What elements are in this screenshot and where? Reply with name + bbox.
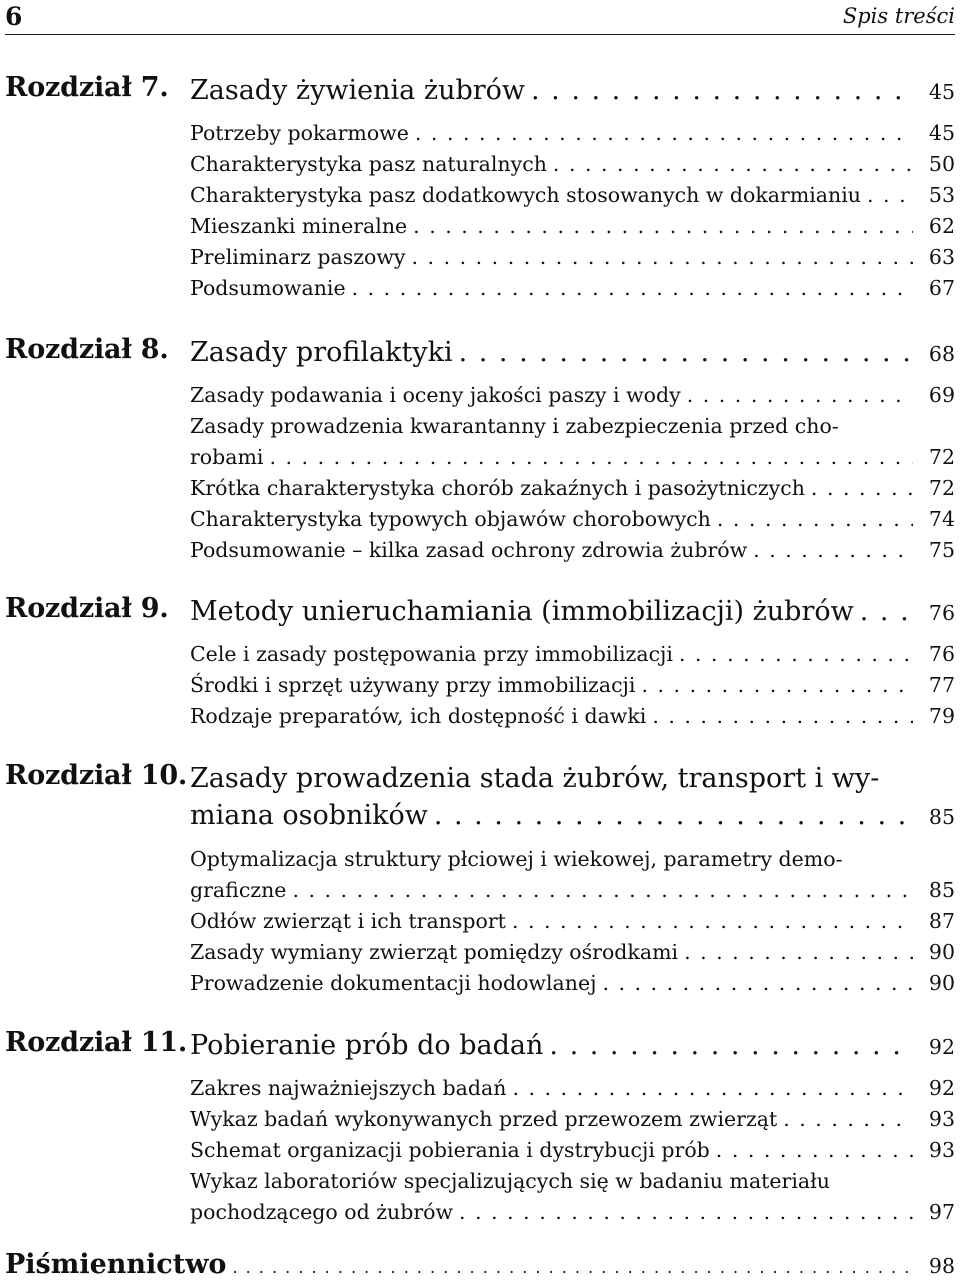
toc-entry[interactable]: Charakterystyka pasz naturalnych . . . 50 [190, 149, 955, 180]
dot-leader [412, 242, 913, 273]
dot-leader [679, 639, 913, 670]
page-ref: 93 [928, 1107, 955, 1131]
dot-leader [434, 797, 913, 834]
dot-leader [413, 211, 913, 242]
page-number: 6 [5, 2, 23, 31]
page-ref: 68 [928, 342, 955, 366]
dot-leader [232, 1258, 912, 1277]
page-ref: 45 [928, 121, 955, 145]
section-list [190, 380, 955, 566]
chapter-label: Rozdział 10. [5, 760, 188, 791]
toc-entry[interactable]: Charakterystyka pasz dodatkowych stosowanych w dokarmianiu . . . 53 [190, 180, 955, 211]
dot-leader [783, 1104, 913, 1135]
toc-entry[interactable]: Wykaz laboratoriów specjalizujących się w badaniu materiału pochodzącego od żubrów . . . 97 [190, 1166, 955, 1228]
toc-entry[interactable]: Mieszanki mineralne . . . 62 [190, 211, 955, 242]
chapter-label: Rozdział 9. [5, 593, 169, 624]
dot-leader [641, 670, 912, 701]
page-ref: 77 [928, 673, 955, 697]
dot-leader [553, 149, 913, 180]
chapter-label: Rozdział 7. [5, 72, 169, 103]
chapter-label: Rozdział 11. [5, 1027, 188, 1058]
dot-leader [867, 180, 913, 211]
dot-leader [512, 906, 913, 937]
page-ref: 97 [928, 1200, 955, 1224]
running-head: Spis treści [842, 4, 955, 28]
toc-entry[interactable]: Prowadzenie dokumentacji hodowlanej . . . 90 [190, 968, 955, 999]
dot-leader [459, 1197, 913, 1228]
toc-entry[interactable]: Charakterystyka typowych objawów chorobowych . . . 74 [190, 504, 955, 535]
toc-entry[interactable]: Rodzaje preparatów, ich dostępność i dawki . . . 79 [190, 701, 955, 732]
chapter-title[interactable]: Pobieranie prób do badań . . . 92 [190, 1027, 955, 1066]
chapter-title[interactable]: Metody unieruchamiania (immobilizacji) żubrów . . . 76 [190, 593, 955, 632]
page-ref: 53 [928, 183, 955, 207]
page-ref: 74 [928, 507, 955, 531]
page-ref: 85 [928, 805, 955, 829]
toc-entry[interactable]: Krótka charakterystyka chorób zakaźnych i pasożytniczych . . . 72 [190, 473, 955, 504]
toc-entry[interactable]: Preliminarz paszowy . . . 63 [190, 242, 955, 273]
toc-entry[interactable]: Odłów zwierząt i ich transport . . . 87 [190, 906, 955, 937]
dot-leader [549, 1027, 913, 1064]
page-ref: 90 [928, 940, 955, 964]
page-ref: 93 [928, 1138, 955, 1162]
dot-leader [602, 968, 912, 999]
page-ref: 45 [928, 80, 955, 104]
page-ref: 98 [928, 1254, 955, 1278]
page-ref: 69 [928, 383, 955, 407]
section-list [190, 1073, 955, 1228]
page-ref: 92 [928, 1035, 955, 1059]
page-ref: 50 [928, 152, 955, 176]
page-ref: 67 [928, 276, 955, 300]
dot-leader [652, 701, 913, 732]
section-list [190, 844, 955, 999]
page-ref: 72 [928, 476, 955, 500]
page-ref: 76 [928, 601, 955, 625]
dot-leader [415, 118, 913, 149]
page-ref: 76 [928, 642, 955, 666]
toc-entry[interactable]: Schemat organizacji pobierania i dystrybucji prób . . . 93 [190, 1135, 955, 1166]
dot-leader [531, 72, 913, 109]
page-ref: 63 [928, 245, 955, 269]
dot-leader [292, 875, 912, 906]
dot-leader [753, 535, 913, 566]
toc-entry[interactable]: Zasady podawania i oceny jakości paszy i wody . . . 69 [190, 380, 955, 411]
page-ref: 62 [928, 214, 955, 238]
toc-entry[interactable]: Wykaz badań wykonywanych przed przewozem zwierząt . . . 93 [190, 1104, 955, 1135]
toc-entry[interactable]: Zakres najważniejszych badań . . . 92 [190, 1073, 955, 1104]
dot-leader [459, 334, 913, 371]
toc-entry[interactable]: Zasady prowadzenia kwarantanny i zabezpieczenia przed cho- robami . . . 72 [190, 411, 955, 473]
dot-leader [512, 1073, 912, 1104]
page-ref: 92 [928, 1076, 955, 1100]
bibliography-label: Piśmiennictwo [5, 1249, 227, 1280]
dot-leader [687, 380, 913, 411]
dot-leader [811, 473, 913, 504]
dot-leader [352, 273, 913, 304]
page-header [5, 0, 955, 35]
dot-leader [717, 504, 913, 535]
chapter-title[interactable]: Zasady żywienia żubrów . . . 45 [190, 72, 955, 111]
dot-leader [684, 937, 913, 968]
chapter-title[interactable]: Zasady profilaktyki . . . 68 [190, 334, 955, 373]
toc-entry[interactable]: Potrzeby pokarmowe . . . 45 [190, 118, 955, 149]
page-ref: 85 [928, 878, 955, 902]
chapter-label: Rozdział 8. [5, 334, 169, 365]
dot-leader [269, 442, 912, 473]
dot-leader [860, 593, 913, 630]
toc-entry[interactable]: Środki i sprzęt używany przy immobilizacji . . . 77 [190, 670, 955, 701]
toc-entry[interactable]: Optymalizacja struktury płciowej i wiekowej, parametry demo- graficzne . . . 85 [190, 844, 955, 906]
toc-entry[interactable]: Zasady wymiany zwierząt pomiędzy ośrodkami . . . 90 [190, 937, 955, 968]
page-ref: 87 [928, 909, 955, 933]
page-ref: 79 [928, 704, 955, 728]
section-list [190, 639, 955, 732]
section-list [190, 118, 955, 304]
page-ref: 75 [928, 538, 955, 562]
toc-entry[interactable]: Cele i zasady postępowania przy immobilizacji . . . 76 [190, 639, 955, 670]
dot-leader [716, 1135, 913, 1166]
bibliography-entry[interactable] [5, 1249, 955, 1280]
page-ref: 90 [928, 971, 955, 995]
toc-entry[interactable]: Podsumowanie . . . 67 [190, 273, 955, 304]
page-ref: 72 [928, 445, 955, 469]
chapter-title[interactable]: Zasady prowadzenia stada żubrów, transport i wy- miana osobników . . . 85 [190, 760, 955, 836]
toc-entry[interactable]: Podsumowanie – kilka zasad ochrony zdrowia żubrów . . . 75 [190, 535, 955, 566]
